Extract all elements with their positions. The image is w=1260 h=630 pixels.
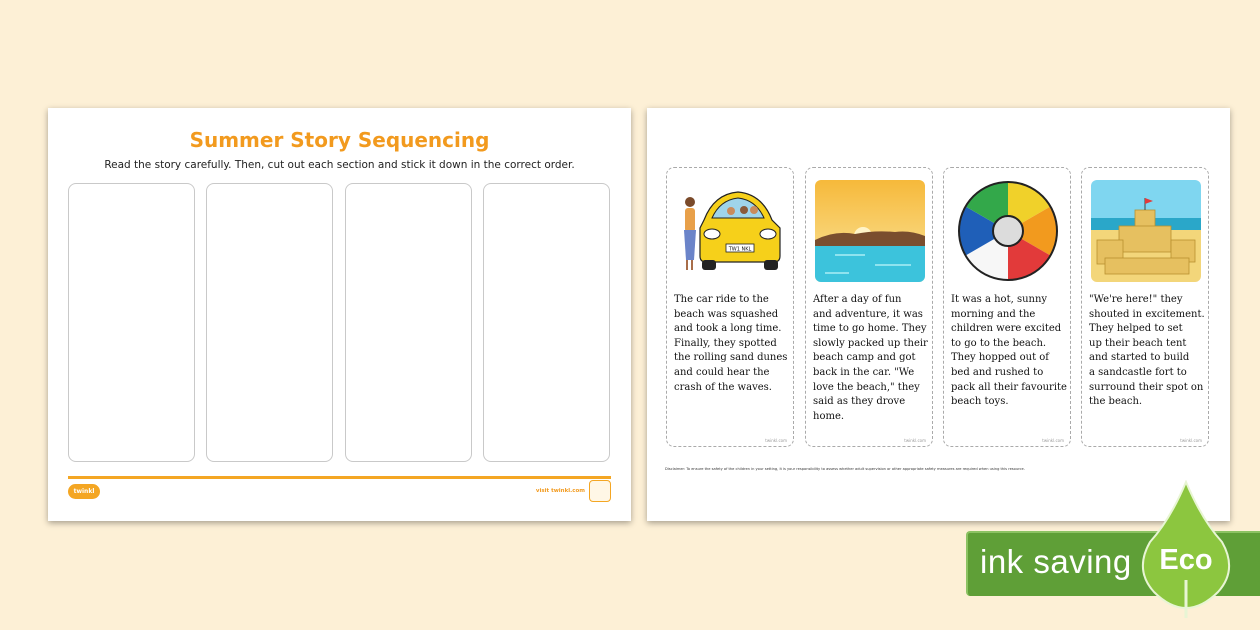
answer-box-4 bbox=[483, 183, 610, 462]
story-card-4 bbox=[1081, 167, 1209, 447]
story-text-1: The car ride to the beach was squashed and took a long time. Finally, they spotted the rolling sand dunes and could hear the crash of the waves. bbox=[674, 294, 788, 393]
sandcastle-icon bbox=[1091, 180, 1201, 282]
footer-divider bbox=[68, 476, 611, 479]
answer-box-1 bbox=[68, 183, 195, 462]
twinkl-logo: twinkl bbox=[68, 484, 100, 499]
worksheet-page-2 bbox=[647, 108, 1230, 521]
worksheet-instructions: Read the story carefully. Then, cut out each section and stick it down in the correct order. bbox=[104, 159, 575, 171]
family-car-icon bbox=[676, 180, 786, 282]
safety-disclaimer: Disclaimer: To ensure the safety of the children in your setting, it is your responsibility to assess whether adult supervision or other appropriate safety measures are required when using this resource. bbox=[665, 467, 1025, 471]
eco-badge-label: Eco bbox=[1159, 544, 1213, 576]
worksheet-page-1 bbox=[48, 108, 631, 521]
ink-saving-label: ink saving bbox=[980, 543, 1132, 580]
quality-badge-icon bbox=[589, 480, 611, 502]
sunset-beach-icon bbox=[815, 180, 925, 282]
story-text-3: It was a hot, sunny morning and the children were excited to go to the beach. They hopped out of bed and rushed to pack all their favourite beach toys. bbox=[951, 294, 1067, 408]
story-card-2 bbox=[805, 167, 933, 447]
story-text-4: "We're here!" they shouted in excitement. They helped to set up their beach tent and started to build a sandcastle fort to surround their spot on the beach. bbox=[1089, 294, 1205, 408]
worksheet-title: Summer Story Sequencing bbox=[189, 128, 490, 152]
answer-box-2 bbox=[206, 183, 333, 462]
license-plate: TW1 NKL bbox=[728, 246, 752, 253]
card-footer-1: twinkl.com bbox=[765, 438, 787, 443]
card-footer-3: twinkl.com bbox=[1042, 438, 1064, 443]
card-footer-4: twinkl.com bbox=[1180, 438, 1202, 443]
footer-link: visit twinkl.com bbox=[535, 488, 585, 494]
answer-box-3 bbox=[345, 183, 472, 462]
beach-ball-icon bbox=[953, 180, 1063, 282]
story-card-3 bbox=[943, 167, 1071, 447]
story-text-2: After a day of fun and adventure, it was time to go home. They slowly packed up their beach camp and got back in the car. "We love the beach," they said as they drove home. bbox=[813, 294, 928, 422]
card-footer-2: twinkl.com bbox=[904, 438, 926, 443]
story-card-1 bbox=[666, 167, 794, 447]
